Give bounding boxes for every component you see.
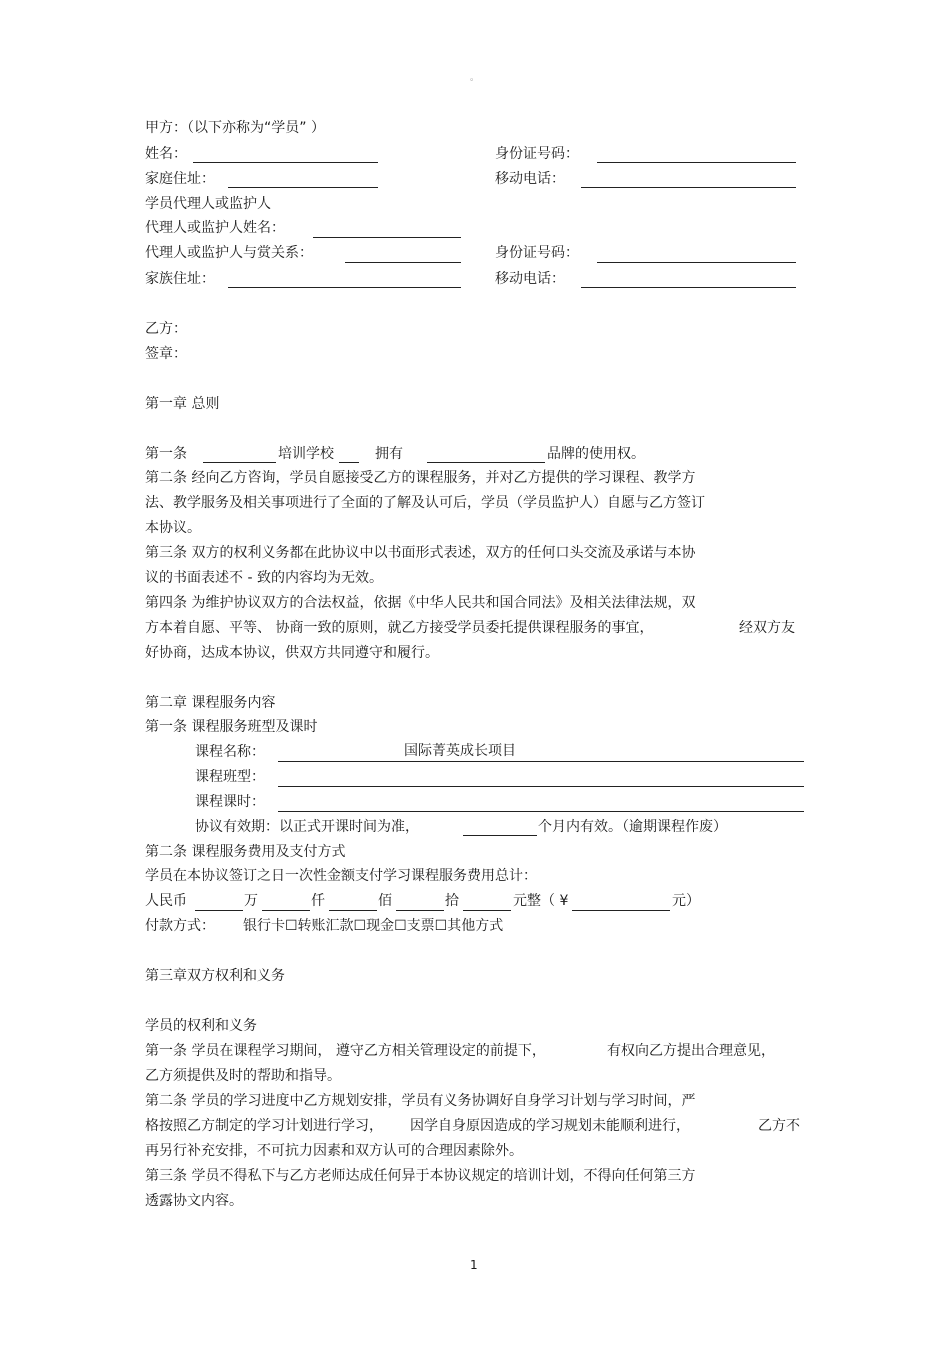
ch3-art1-line1-end: 有权向乙方提出合理意见，: [607, 1043, 775, 1059]
chapter3-title: 第三章双方权利和义务: [145, 968, 285, 984]
family-address-blank[interactable]: [228, 287, 461, 288]
home-address-label: 家庭住址：: [145, 171, 215, 187]
ch3-art3-line1: 第三条 学员不得私下与乙方老师达成任何异于本协议规定的培训计划，不得向任何第三方: [145, 1168, 696, 1184]
ch3-art2-line2-end: 乙方不: [758, 1118, 800, 1134]
validity-suffix: 个月内有效。（逾期课程作废）: [538, 819, 727, 835]
qian-unit: 仟: [311, 893, 325, 909]
agent-relation-label: 代理人或监护人与赏关系：: [145, 245, 313, 261]
agent-id-label: 身份证号码：: [495, 245, 579, 261]
validity-months-blank[interactable]: [463, 835, 537, 836]
payment-options[interactable]: 银行卡☐转账汇款☐现金☐支票☐其他方式: [243, 918, 504, 934]
ch3-art2-line2-mid: 因学自身原因造成的学习规划未能顺利进行，: [410, 1118, 690, 1134]
art2-line3: 本协议。: [145, 520, 201, 536]
school-gap-blank[interactable]: [339, 462, 359, 463]
art3-line1: 第三条 双方的权利义务都在此协议中以书面形式表述，双方的任何口头交流及承诺与本协: [145, 545, 696, 561]
ch2-art1-title: 第一条 课程服务班型及课时: [145, 719, 318, 735]
agent-relation-blank[interactable]: [345, 262, 461, 263]
wan-blank[interactable]: [195, 910, 243, 911]
ch3-art1-line2: 乙方须提供及时的帮助和指导。: [145, 1068, 341, 1084]
bai-unit: 佰: [378, 893, 392, 909]
course-class-blank[interactable]: [278, 786, 804, 787]
course-hours-blank[interactable]: [278, 811, 804, 812]
art3-line2: 议的书面表述不 - 致的内容均为无效。: [145, 570, 383, 586]
course-hours-label: 课程课时：: [195, 794, 265, 810]
name-blank[interactable]: [193, 162, 378, 163]
qian-blank[interactable]: [262, 910, 310, 911]
school-name-blank[interactable]: [203, 462, 276, 463]
ch2-art2-title: 第二条 课程服务费用及支付方式: [145, 844, 346, 860]
ch3-art3-line2: 透露协文内容。: [145, 1193, 243, 1209]
agent-name-blank[interactable]: [313, 237, 461, 238]
art1-suffix: 品牌的使用权。: [547, 446, 645, 462]
course-class-label: 课程班型：: [195, 769, 265, 785]
header-dot: 。: [470, 73, 480, 83]
agent-mobile-blank[interactable]: [581, 287, 796, 288]
yuan-close: 元）: [672, 893, 700, 909]
ch3-art2-line3: 再另行补充安排，不可抗力因素和双方认可的合理因素除外。: [145, 1143, 523, 1159]
art1-prefix: 第一条: [145, 446, 187, 462]
art2-line2: 法、教学服务及相关事项进行了全面的了解及认可后，学员（学员监护人）自愿与乙方签订: [145, 495, 705, 511]
yuan-zheng: 元整（ ¥: [513, 893, 569, 909]
shi-unit: 拾: [445, 893, 459, 909]
art1-school: 培训学校: [278, 446, 334, 462]
agent-id-blank[interactable]: [597, 262, 796, 263]
seal-label: 签章：: [145, 346, 187, 362]
chapter1-title: 第一章 总则: [145, 396, 220, 412]
shi-blank[interactable]: [396, 910, 444, 911]
party-b-label: 乙方：: [145, 321, 187, 337]
art4-line3: 好协商，达成本协议，供双方共同遵守和履行。: [145, 645, 439, 661]
validity-prefix: 协议有效期：以正式开课时间为准，: [195, 819, 419, 835]
wan-unit: 万: [244, 893, 258, 909]
id-number-blank[interactable]: [597, 162, 796, 163]
course-name-value: 国际菁英成长项目: [404, 743, 516, 759]
ch3-art2-line1: 第二条 学员的学习进度中乙方规划安排，学员有义务协调好自身学习计划与学习时间，严: [145, 1093, 696, 1109]
payment-label: 付款方式：: [145, 918, 215, 934]
course-name-label: 课程名称：: [195, 744, 265, 760]
family-address-label: 家族住址：: [145, 271, 215, 287]
ch3-art1-line1: 第一条 学员在课程学习期间， 遵守乙方相关管理设定的前提下，: [145, 1043, 546, 1059]
mobile-label: 移动电话：: [495, 171, 565, 187]
ch3-art2-line2: 格按照乙方制定的学习计划进行学习，: [145, 1118, 383, 1134]
id-number-label: 身份证号码：: [495, 146, 579, 162]
agent-header: 学员代理人或监护人: [145, 196, 271, 212]
brand-name-blank[interactable]: [427, 462, 545, 463]
fee-sentence: 学员在本协议签订之日一次性金额支付学习课程服务费用总计：: [145, 868, 537, 884]
bai-blank[interactable]: [329, 910, 377, 911]
chapter2-title: 第二章 课程服务内容: [145, 695, 276, 711]
yuan-blank[interactable]: [463, 910, 511, 911]
course-name-blank[interactable]: [278, 761, 804, 762]
name-label: 姓名：: [145, 146, 187, 162]
art4-line1: 第四条 为维护协议双方的合法权益，依据《中华人民共和国合同法》及相关法律法规，双: [145, 595, 696, 611]
agent-name-label: 代理人或监护人姓名：: [145, 220, 285, 236]
party-a-intro: 甲方：（以下亦称为“学员” ）: [145, 120, 325, 136]
agent-mobile-label: 移动电话：: [495, 271, 565, 287]
mobile-blank[interactable]: [581, 187, 796, 188]
rmb-label: 人民币: [145, 893, 187, 909]
art4-line2: 方本着自愿、平等、 协商一致的原则，就乙方接受学员委托提供课程服务的事宜，: [145, 620, 654, 636]
home-address-blank[interactable]: [228, 187, 378, 188]
chapter3-subtitle: 学员的权利和义务: [145, 1018, 257, 1034]
art1-own: 拥有: [375, 446, 403, 462]
page-number: 1: [470, 1258, 478, 1272]
amount-blank[interactable]: [572, 910, 670, 911]
art4-line2-end: 经双方友: [739, 620, 795, 636]
art2-line1: 第二条 经向乙方咨询，学员自愿接受乙方的课程服务，并对乙方提供的学习课程、教学方: [145, 470, 696, 486]
